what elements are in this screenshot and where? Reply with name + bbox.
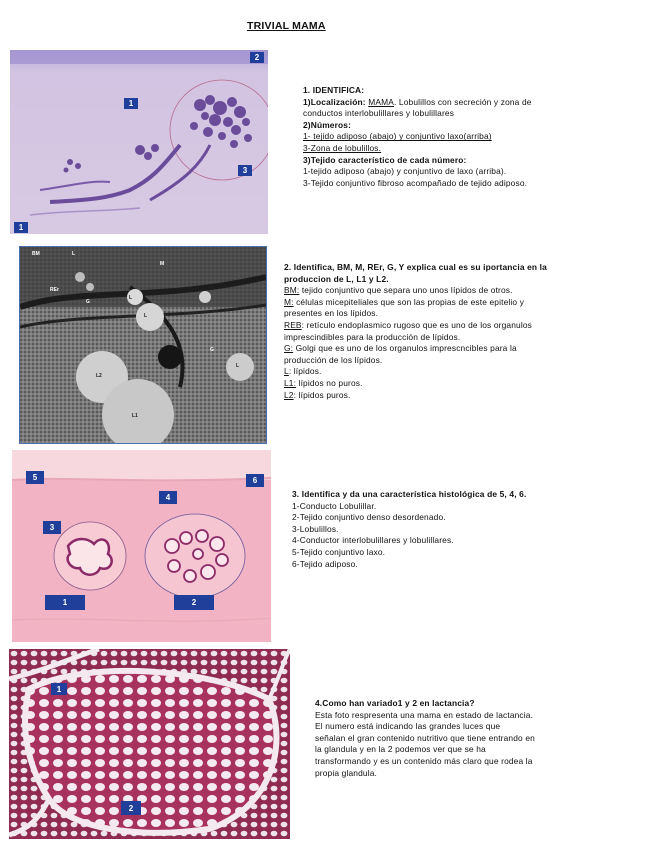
s2-item [284, 308, 547, 320]
s2-item-text: : lípidos. [288, 366, 322, 377]
em-label-l2: L2 [96, 373, 102, 379]
s2-item-text: lípidos no puros. [296, 377, 363, 388]
s2-item [284, 366, 547, 378]
badge-1b: 1 [14, 222, 28, 233]
s2-heading-2: produccion de L, L1 y L2. [284, 273, 389, 284]
s2-item-term: L [284, 366, 289, 377]
s2-item-text: tejido conjuntivo que separa uno unos lípidos de otros. [299, 285, 513, 296]
s4-line: El numero está indicando las grandes luces que [315, 721, 501, 732]
s2-item-term: G: [284, 343, 294, 354]
s2-item-text: producción de los lípidos. [284, 354, 383, 365]
s3-line: 4-Conductor interlobulillares y lobulillares. [292, 535, 454, 546]
s2-item [284, 285, 547, 297]
section-4-text [315, 698, 535, 779]
em-label-g: G [86, 299, 90, 305]
s2-item-text: células micepiteliales que son las propias de este epitelio y [293, 296, 525, 307]
s4-line: transformando y es un contenido más claro que rodea la [315, 755, 533, 766]
em-label-l-small: L [129, 295, 133, 301]
micrograph-1 [10, 50, 268, 234]
s2-item [284, 320, 547, 332]
s2-item [284, 332, 547, 344]
s1-loc-value: MAMA [368, 96, 394, 107]
badge-2: 2 [174, 595, 214, 610]
s1-tej-line1: 1-tejido adiposo (abajo) y conjuntivo de laxo (arriba). [303, 166, 507, 177]
s2-item [284, 355, 547, 367]
s4-line: Esta foto respresenta una mama en estado de lactancia. [315, 709, 534, 720]
s2-item-text: : retículo endoplasmico rugoso que es uno de los organulos [301, 319, 532, 330]
s2-item-text: Golgi que es uno de los organulos imprescncibles para la [293, 343, 517, 354]
s2-item [284, 378, 547, 390]
s1-tej-label: 3)Tejido característico de cada número: [303, 154, 467, 165]
s3-line: 1-Conducto Lobulillar. [292, 500, 377, 511]
section-2-text [284, 262, 547, 401]
em-label-l-mid: L [144, 313, 148, 319]
s1-num-line2: 3-Zona de lobulillos. [303, 142, 382, 153]
badge-1: 1 [45, 595, 85, 610]
s2-item-term: REB [284, 319, 302, 330]
micrograph-2 [19, 246, 267, 444]
s1-num-label: 2)Números: [303, 119, 352, 130]
micrograph-3 [12, 450, 271, 642]
em-label-g2: G [210, 347, 214, 353]
s3-heading: 3. Identifica y da una característica histológica de 5, 4, 6. [292, 489, 527, 499]
micrograph-4 [9, 649, 290, 839]
badge-5: 5 [26, 471, 44, 484]
s2-item-text: presentes en los lípidos. [284, 308, 379, 319]
s2-item-term: M: [284, 296, 294, 307]
s2-item-text: imprescindibles para la producción de lípidos. [284, 331, 461, 342]
em-label-l-right: L [236, 363, 240, 369]
s3-line: 6-Tejido adiposo. [292, 558, 358, 569]
badge-1: 1 [51, 683, 67, 695]
em-label-rer: REr [50, 287, 59, 293]
s2-item-term: L2 [284, 389, 294, 400]
s2-item [284, 297, 547, 309]
section-3-text [292, 489, 526, 570]
badge-1: 1 [124, 98, 138, 109]
s1-loc-line2: conductos interlobulillares y lobulillares [303, 108, 455, 119]
badge-3: 3 [43, 521, 61, 534]
badge-2: 2 [121, 801, 141, 815]
badge-6: 6 [246, 474, 264, 487]
s3-line: 5-Tejido conjuntivo laxo. [292, 546, 386, 557]
page-title: TRIVIAL MAMA [247, 20, 326, 32]
s4-heading: 4.Como han variado1 y 2 en lactancia? [315, 698, 475, 708]
em-label-l-top: L [72, 251, 76, 257]
em-label-l1: L1 [132, 413, 138, 419]
s1-heading: 1. IDENTIFICA: [303, 85, 365, 95]
s2-item [284, 390, 547, 402]
section-1-text [303, 85, 532, 189]
s4-line: la glandula y en la 2 podemos ver que se ha [315, 744, 486, 755]
badge-4: 4 [159, 491, 177, 504]
s4-line: señalan el gran contenido nutritivo que tiene entrando en [315, 732, 535, 743]
s1-loc-rest: . Lobulillos con secreción y zona de [393, 96, 532, 107]
em-label-m: M [160, 261, 165, 267]
s4-line: propia glandula. [315, 767, 378, 778]
s2-heading-1: 2. Identifica, BM, M, REr, G, Y explica cual es su iportancia en la [284, 262, 547, 272]
s1-tej-line2: 3-Tejido conjuntivo fibroso acompañado de tejido adiposo. [303, 177, 528, 188]
s1-num-line1: 1- tejido adiposo (abajo) y conjuntivo laxo(arriba) [303, 131, 492, 142]
s1-loc-label: 1)Localización: [303, 96, 366, 107]
s3-line: 2-Tejido conjuntivo denso desordenado. [292, 512, 446, 523]
s2-item-term: L1: [284, 377, 297, 388]
em-label-bm: BM [32, 251, 40, 257]
s2-item-text: : lípidos puros. [293, 389, 351, 400]
s2-item-term: BM: [284, 285, 300, 296]
s3-line: 3-Lobulillos. [292, 523, 339, 534]
s2-item [284, 343, 547, 355]
badge-3: 3 [238, 165, 252, 176]
badge-2: 2 [250, 52, 264, 63]
